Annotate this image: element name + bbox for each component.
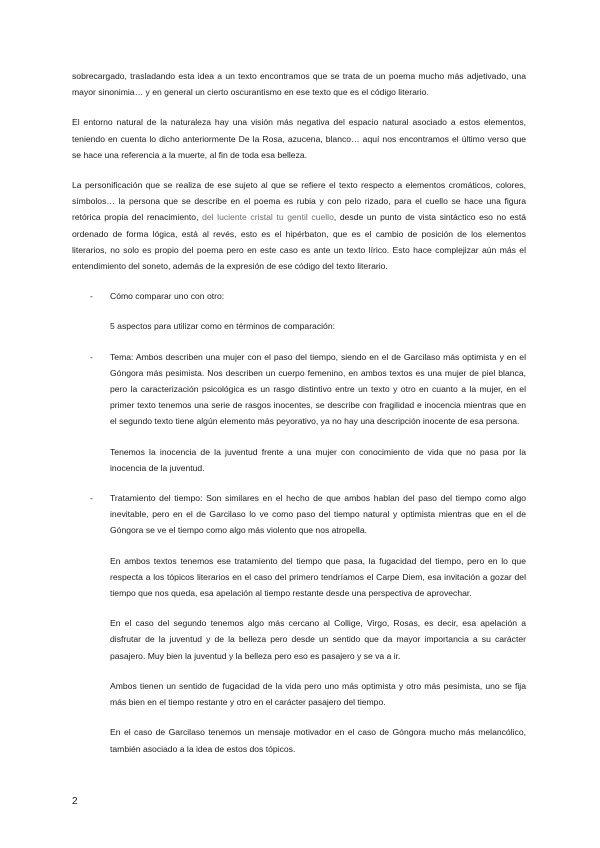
bullet-dash: -: [90, 291, 93, 302]
bullet-item: [72, 288, 526, 304]
paragraph: [72, 177, 526, 274]
paragraph: El entorno natural de la naturaleza hay una visión más negativa del espacio natural asociado a estos elementos, teniendo en cuenta lo dicho anteriormente De la Rosa, azucena, blanco… aquí nos encontramos el último verso que se hace una referencia a la muerte, al fin de toda esa belleza.: [72, 117, 526, 160]
bullet-dash: -: [90, 351, 93, 362]
document-body: [72, 68, 526, 771]
bullet-dash: -: [90, 493, 93, 504]
indented-paragraph: 5 aspectos para utilizar como en términos de comparación:: [110, 321, 335, 332]
bullet-text: Cómo comparar uno con otro:: [110, 291, 225, 302]
quoted-verse: del luciente cristal tu gentil cuello: [202, 212, 334, 223]
paragraph: sobrecargado, trasladando esta idea a un texto encontramos que se trata de un poema mucho más adjetivado, una mayor sinonimia… y en general un cierto oscurantismo en ese texto que es el código literario.: [72, 71, 526, 98]
indented-paragraph: Ambos tienen un sentido de fugacidad de la vida pero uno más optimista y otro más pesimista, uno se fija más bien en el tiempo restante y otro en el carácter pasajero del tiempo.: [110, 680, 526, 708]
indented-paragraph: En el caso del segundo tenemos algo más cercano al Collige, Virgo, Rosas, es decir, esa apelación a disfrutar de la juventud y de la belleza pero desde un sentido que da mayor importancia a su carácter pasajero. Muy bien la juventud y la belleza pero eso es pasajero y se va a ir.: [110, 618, 526, 661]
indented-paragraph: En ambos textos tenemos ese tratamiento del tiempo que pasa, la fugacidad del tiempo, pero en lo que respecta a los tópicos literarios en el caso del primero tendríamos el Carpe Diem, esa invitación a gozar del tiempo que nos queda, esa apelación al tiempo restante desde una perspectiva de aprovechar.: [110, 555, 526, 599]
bullet-item: [72, 349, 526, 430]
paragraph-text: , desde un punto de vista sintáctico eso no está ordenado de forma lógica, está al revés, esto es el hipérbaton, que es el cambio de posición de los elementos literarios, no solo es propio del poema pero en este caso es ante un texto lírico. Esto hace complejizar aún más el entendimiento del soneto, además de la expresión de ese código del texto literario.: [72, 212, 526, 272]
indented-paragraph: Tenemos la inocencia de la juventud frente a una mujer con conocimiento de vida que no pasa por la inocencia de la juventud.: [110, 446, 526, 473]
bullet-text: Tratamiento del tiempo: Son similares en el hecho de que ambos hablan del paso del tiempo como algo inevitable, pero en el de Garcilaso lo ve como paso del tiempo natural y optimista mientras que en el de Góngora se ve el tiempo como algo más violento que nos atropella.: [110, 493, 526, 536]
indented-paragraph: En el caso de Garcilaso tenemos un mensaje motivador en el caso de Góngora mucho más melancólico, también asociado a la idea de estos dos tópicos.: [110, 727, 526, 754]
bullet-text: Tema: Ambos describen una mujer con el paso del tiempo, siendo en el de Garcilaso más optimista y en el Góngora más pesimista. Nos describen un cuerpo femenino, en ambos textos es una mujer de piel blanca, pero la caracterización psicológica es un rasgo distintivo entre un texto y otro en cuanto a la mujer, en el primer texto tenemos una serie de rasgos inocentes, se describe con fragilidad e inocencia mientras que en el segundo texto tiene algún elemento más peyorativo, ya no hay una descripción inocente de esa persona.: [110, 351, 526, 427]
page-number: 2: [72, 796, 78, 807]
bullet-item: [72, 490, 526, 539]
paragraph-text: La personificación que se realiza de ese sujeto al que se refiere el texto respecto a elementos cromáticos, colores, símbolos… la persona que se describe en el poema es rubia y con pelo rizado, para el cuello se hace una figura retórica propia del renacimiento,: [72, 180, 526, 223]
